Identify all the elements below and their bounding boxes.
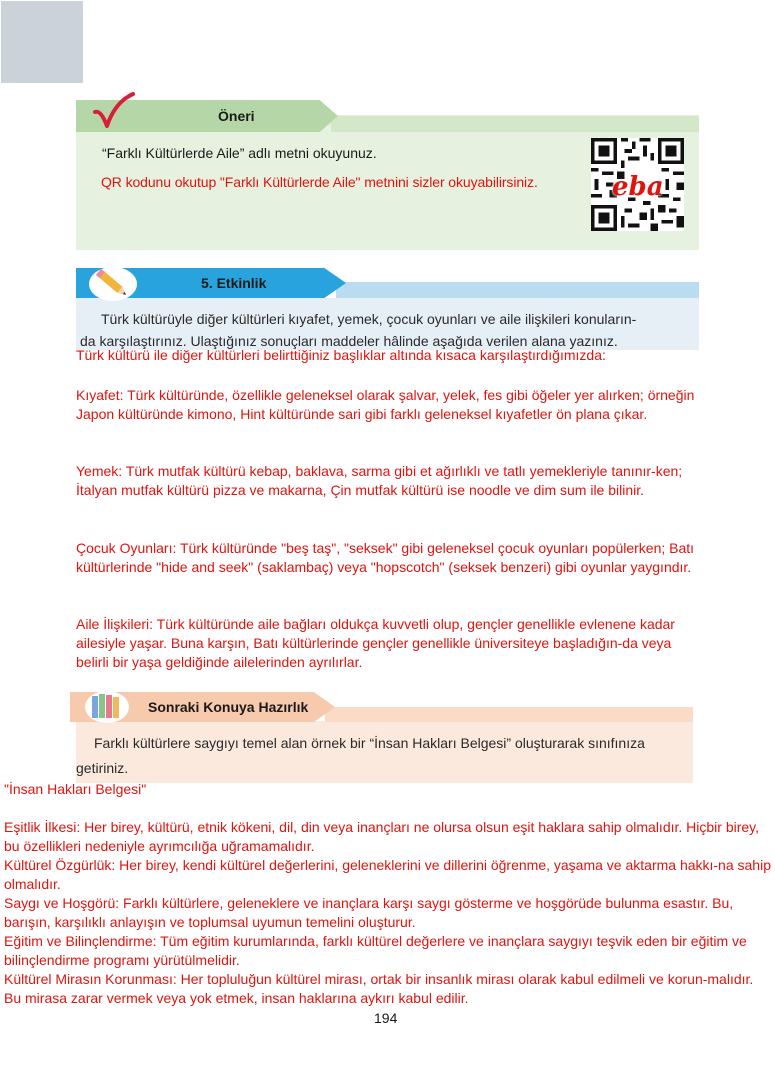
eba-logo: eba (612, 172, 664, 202)
belge-kulturel-miras: Kültürel Mirasın Korunması: Her topluluğun kültürel mirası, ortak bir insanlık mirası olarak kabul edilmeli ve korun-malıdır. Bu mirasa zarar vermek veya yok etmek, insan haklarına aykırı kabul edilir. (4, 971, 754, 1006)
corner-gray-block (1, 1, 83, 83)
belge-saygi-hosgoru: Saygı ve Hoşgörü: Farklı kültürlere, geleneklere ve inançlara karşı saygı gösterme ve hoşgörüde bulunma esastır. Bu, barışın, karşılıklı anlayışın ve toplumsal uyumun temelini oluşturur. (4, 895, 734, 930)
belge-kulturel-ozgurluk: Kültürel Özgürlük: Her birey, kendi kültürel değerlerini, geleneklerini ve dillerini öğrenme, yaşama ve aktarma hakkı-na sahip olmalıdır. (4, 857, 771, 892)
oneri-header-stripe (331, 116, 699, 132)
pencil-icon (88, 264, 138, 304)
sonraki-header-stripe (325, 707, 693, 722)
etkinlik-instruction-line2: da karşılaştırınız. Ulaştığınız sonuçları maddeler hâlinde aşağıda verilen alana yazınız. (80, 333, 618, 349)
oneri-title: Öneri (218, 108, 255, 124)
answer-aile-iliskileri: Aile İlişkileri: Türk kültüründe aile bağları oldukça kuvvetli olup, gençler genellikle evlenene kadar ailesiyle yaşar. Buna karşın, Batı kültürlerinde gençler genellikle üniversiteye başladığın-da veya belirli bir yaşa geldiğinde ailelerinden ayrılırlar. (76, 616, 675, 670)
sonraki-title: Sonraki Konuya Hazırlık (148, 699, 309, 715)
belge-heading: "İnsan Hakları Belgesi" (4, 781, 147, 797)
page-number: 194 (374, 1010, 398, 1026)
books-icon (84, 690, 130, 724)
belge-esitlik: Eşitlik İlkesi: Her birey, kültürü, etnik kökeni, dil, din veya inançları ne olursa olsun eşit haklara sahip olmalıdır. Hiçbir birey, bu özellikleri nedeniyle ayrımcılığa uğramamalıdır. (4, 819, 760, 854)
answer-cocuk-oyunlari: Çocuk Oyunları: Türk kültüründe "beş taş", "seksek" gibi geleneksel çocuk oyunları popülerken; Batı kültürlerinde "hide and seek" (saklambaç) veya "hopscotch" (seksek benzeri) gibi oyunlar yaygındır. (76, 540, 695, 575)
sonraki-header (70, 692, 693, 722)
checkmark-icon (91, 92, 135, 132)
sonraki-box (76, 721, 693, 783)
belge-egitim: Eğitim ve Bilinçlendirme: Tüm eğitim kurumlarında, farklı kültürel değerlere ve inançlara saygıyı teşvik eden bir eğitim ve bilinçlendirme programı yürütülmelidir. (4, 933, 747, 968)
oneri-header (76, 100, 699, 132)
answer-intro: Türk kültürü ile diğer kültürleri belirttiğiniz başlıklar altında kısaca karşılaştırdığımızda: (76, 347, 606, 363)
oneri-instruction: “Farklı Kültürlerde Aile” adlı metni okuyunuz. (102, 145, 377, 161)
sonraki-instruction-line1: Farklı kültürlere saygıyı temel alan örnek bir “İnsan Hakları Belgesi” oluşturarak sınıfınıza (94, 735, 645, 751)
insan-haklari-belgesi (4, 780, 771, 1008)
oneri-answer: QR kodunu okutup "Farklı Kültürlerde Aile" metnini sizler okuyabilirsiniz. (101, 174, 538, 190)
etkinlik-instruction-line1: Türk kültürüyle diğer kültürleri kıyafet, yemek, çocuk oyunları ve aile ilişkileri konuların- (101, 311, 637, 327)
answer-yemek: Yemek: Türk mutfak kültürü kebap, baklava, sarma gibi et ağırlıklı ve tatlı yemekleriyle tanınır-ken; İtalyan mutfak kültürü pizza ve makarna, Çin mutfak kültürü ise noodle ve dim sum ile bilinir. (76, 463, 683, 498)
sonraki-instruction-line2: getiriniz. (76, 760, 129, 776)
etkinlik-title: 5. Etkinlik (201, 275, 267, 291)
etkinlik-header (76, 268, 699, 298)
answer-kiyafet: Kıyafet: Türk kültüründe, özellikle geleneksel olarak şalvar, yelek, fes gibi öğeler yer alırken; örneğin Japon kültüründe kimono, Hint kültüründe sari gibi farklı geleneksel kıyafetler ön plana çıkar. (76, 387, 695, 422)
etkinlik-header-stripe (336, 282, 699, 298)
